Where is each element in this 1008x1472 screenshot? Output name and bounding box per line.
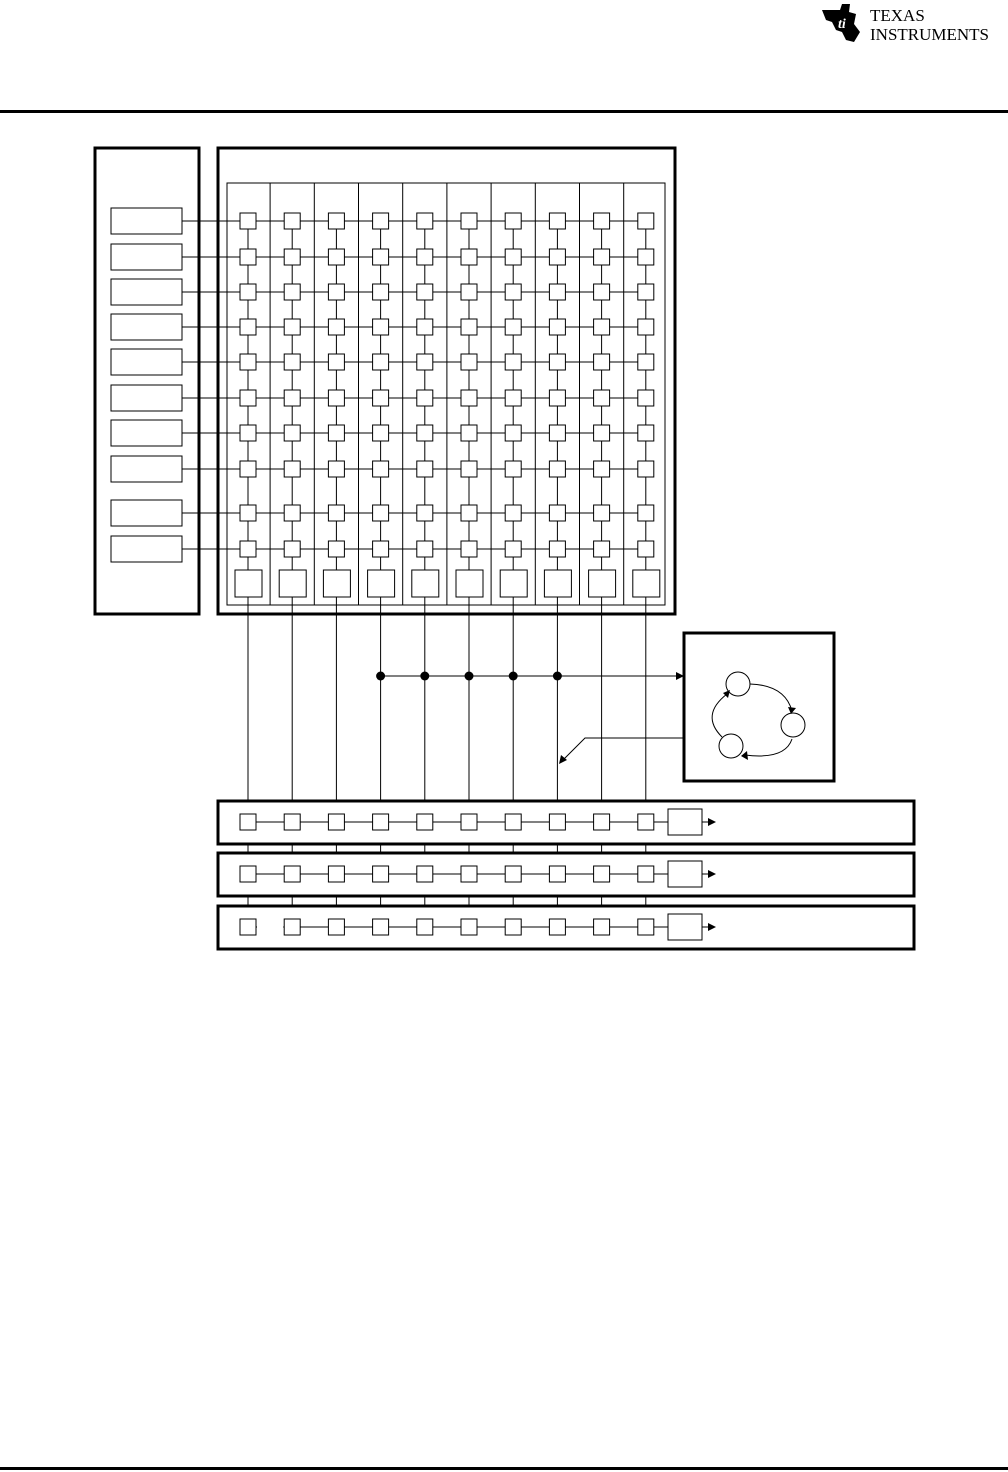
output-cell <box>328 919 344 935</box>
scan-cell <box>638 505 654 521</box>
brand-line-2: INSTRUMENTS <box>870 25 990 44</box>
scan-cell <box>328 354 344 370</box>
column-output-box <box>323 570 350 597</box>
scan-cell <box>284 461 300 477</box>
scan-cell <box>373 249 389 265</box>
scan-cell <box>638 213 654 229</box>
scan-cell <box>240 390 256 406</box>
scan-cell <box>328 319 344 335</box>
output-cell <box>505 866 521 882</box>
input-register <box>111 385 182 411</box>
scan-cell <box>417 249 433 265</box>
tap-junction-dot <box>553 672 562 681</box>
scan-cell <box>461 425 477 441</box>
scan-cell <box>284 319 300 335</box>
output-cell <box>373 866 389 882</box>
arrowhead <box>559 755 567 764</box>
scan-cell <box>505 319 521 335</box>
tap-junction-dot <box>509 672 518 681</box>
scan-cell <box>284 249 300 265</box>
scan-cell <box>549 505 565 521</box>
scan-cell <box>549 390 565 406</box>
scan-cell <box>373 390 389 406</box>
scan-cell <box>328 461 344 477</box>
scan-cell <box>417 213 433 229</box>
scan-cell <box>240 249 256 265</box>
scan-cell <box>373 425 389 441</box>
scan-cell <box>328 284 344 300</box>
scan-cell <box>373 505 389 521</box>
svg-text:ti: ti <box>838 17 846 32</box>
column-output-box <box>456 570 483 597</box>
scan-cell <box>417 284 433 300</box>
output-cell <box>373 919 389 935</box>
column-output-box <box>279 570 306 597</box>
output-cell <box>594 814 610 830</box>
scan-cell <box>417 425 433 441</box>
scan-cell <box>638 425 654 441</box>
output-cell <box>284 866 300 882</box>
scan-cell <box>594 541 610 557</box>
scan-cell <box>638 319 654 335</box>
scan-cell <box>594 354 610 370</box>
scan-cell <box>505 354 521 370</box>
scan-cell <box>461 213 477 229</box>
output-cell <box>461 866 477 882</box>
output-cell <box>549 919 565 935</box>
column-output-box <box>544 570 571 597</box>
output-cell <box>240 866 256 882</box>
scan-cell <box>505 541 521 557</box>
scan-cell <box>594 425 610 441</box>
scan-cell <box>461 390 477 406</box>
scan-cell <box>240 213 256 229</box>
scan-cell <box>638 390 654 406</box>
scan-cell <box>284 213 300 229</box>
scan-cell <box>373 541 389 557</box>
scan-cell <box>594 461 610 477</box>
scan-cell <box>240 461 256 477</box>
scan-cell <box>328 213 344 229</box>
output-cell <box>328 866 344 882</box>
scan-cell <box>549 319 565 335</box>
output-cell <box>284 919 300 935</box>
scan-cell <box>417 390 433 406</box>
scan-cell <box>373 319 389 335</box>
scan-cell <box>461 354 477 370</box>
scan-cell <box>638 284 654 300</box>
output-cell <box>240 814 256 830</box>
input-register <box>111 456 182 482</box>
output-cell <box>638 814 654 830</box>
state-node <box>781 713 805 737</box>
scan-cell <box>549 461 565 477</box>
scan-cell <box>373 213 389 229</box>
column-output-box <box>633 570 660 597</box>
scan-cell <box>505 284 521 300</box>
output-cell <box>505 814 521 830</box>
output-cell <box>417 919 433 935</box>
input-register <box>111 500 182 526</box>
scan-cell <box>328 541 344 557</box>
scan-cell <box>638 249 654 265</box>
column-output-box <box>412 570 439 597</box>
output-cell <box>240 919 256 935</box>
input-register <box>111 314 182 340</box>
input-register <box>111 536 182 562</box>
scan-cell <box>240 505 256 521</box>
scan-cell <box>505 390 521 406</box>
scan-cell <box>461 284 477 300</box>
scan-cell <box>284 284 300 300</box>
scan-cell <box>417 354 433 370</box>
scan-cell <box>373 354 389 370</box>
output-buffer <box>668 809 702 835</box>
tap-junction-dot <box>420 672 429 681</box>
scan-cell <box>549 541 565 557</box>
scan-cell <box>284 354 300 370</box>
scan-cell <box>549 213 565 229</box>
scan-cell <box>284 505 300 521</box>
scan-cell <box>284 425 300 441</box>
scan-cell <box>461 505 477 521</box>
scan-cell <box>505 505 521 521</box>
output-cell <box>505 919 521 935</box>
state-node <box>726 672 750 696</box>
scan-cell <box>240 284 256 300</box>
input-register <box>111 420 182 446</box>
scan-cell <box>240 425 256 441</box>
state-node <box>719 734 743 758</box>
output-cell <box>638 919 654 935</box>
scan-cell <box>417 541 433 557</box>
footer-rule <box>0 1467 1008 1470</box>
scan-cell <box>417 319 433 335</box>
scan-cell <box>505 461 521 477</box>
scan-cell <box>549 354 565 370</box>
scan-cell <box>549 249 565 265</box>
scan-cell <box>240 319 256 335</box>
scan-cell <box>549 425 565 441</box>
state-machine-block <box>684 633 834 781</box>
output-cell <box>328 814 344 830</box>
output-cell <box>549 866 565 882</box>
output-cell <box>461 814 477 830</box>
scan-cell <box>461 319 477 335</box>
scan-cell <box>505 425 521 441</box>
scan-cell <box>594 213 610 229</box>
column-output-box <box>235 570 262 597</box>
scan-cell <box>328 390 344 406</box>
output-cell <box>417 814 433 830</box>
scan-cell <box>284 390 300 406</box>
scan-cell <box>240 354 256 370</box>
scan-cell <box>594 249 610 265</box>
tap-junction-dot <box>465 672 474 681</box>
output-cell <box>461 919 477 935</box>
column-output-box <box>368 570 395 597</box>
scan-cell <box>417 461 433 477</box>
scan-cell <box>461 461 477 477</box>
scan-cell <box>505 249 521 265</box>
input-register <box>111 244 182 270</box>
output-cell <box>638 866 654 882</box>
output-cell <box>373 814 389 830</box>
scan-cell <box>549 284 565 300</box>
scan-cell <box>373 461 389 477</box>
wire-gap <box>257 925 283 929</box>
output-cell <box>284 814 300 830</box>
scan-cell <box>594 284 610 300</box>
output-cell <box>594 919 610 935</box>
column-output-box <box>589 570 616 597</box>
scan-cell <box>461 249 477 265</box>
column-output-box <box>500 570 527 597</box>
input-register <box>111 208 182 234</box>
scan-cell <box>417 505 433 521</box>
scan-cell <box>461 541 477 557</box>
output-buffer <box>668 861 702 887</box>
scan-cell <box>594 319 610 335</box>
scan-cell <box>594 390 610 406</box>
output-cell <box>594 866 610 882</box>
tap-junction-dot <box>376 672 385 681</box>
scan-cell <box>284 541 300 557</box>
scan-cell <box>638 541 654 557</box>
scan-cell <box>328 249 344 265</box>
scan-cell <box>594 505 610 521</box>
input-register <box>111 279 182 305</box>
output-cell <box>417 866 433 882</box>
brand-line-1: TEXAS <box>870 6 925 25</box>
feedback-arrow <box>563 738 684 760</box>
scan-cell <box>505 213 521 229</box>
output-cell <box>549 814 565 830</box>
scan-cell <box>328 505 344 521</box>
scan-cell <box>638 354 654 370</box>
scan-cell <box>373 284 389 300</box>
scan-cell <box>240 541 256 557</box>
scan-cell <box>638 461 654 477</box>
input-register <box>111 349 182 375</box>
scan-cell <box>328 425 344 441</box>
output-buffer <box>668 914 702 940</box>
